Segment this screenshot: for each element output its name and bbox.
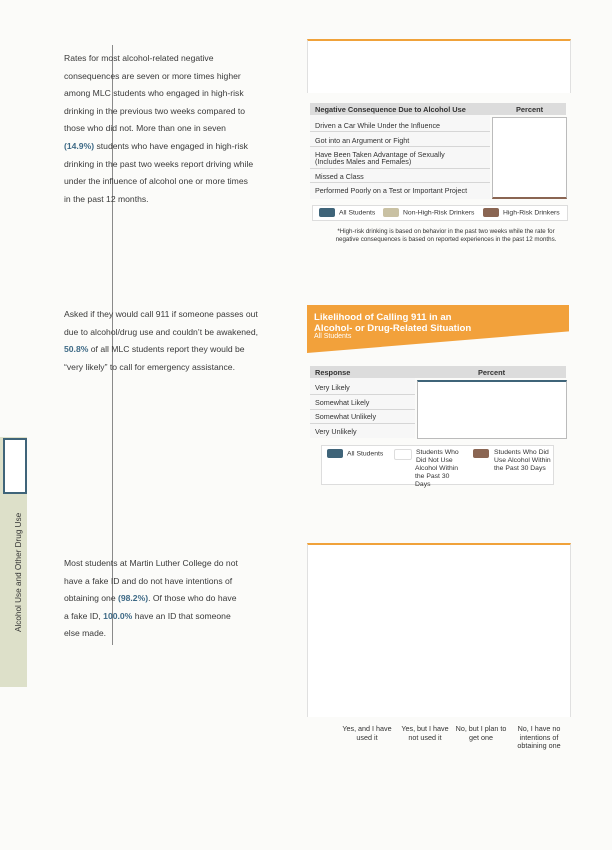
consequence-header-percent: Percent xyxy=(516,105,544,114)
legend-text: Non-High-Risk Drinkers xyxy=(403,209,475,217)
legend-did-not-use xyxy=(394,449,464,489)
s3-line: have a fake ID and do not have intentions of xyxy=(64,575,233,586)
highlight-98-2: (98.2%) xyxy=(118,593,149,604)
row-divider xyxy=(310,409,415,410)
legend-swatch xyxy=(483,208,499,217)
s1-line: under the influence of alcohol one or more times xyxy=(64,176,248,187)
call-bar-area xyxy=(417,380,567,439)
row-very-likely: Very Likely xyxy=(315,383,350,392)
highlight-50-8: 50.8% xyxy=(64,344,89,355)
s3-line: else made. xyxy=(64,628,107,639)
call-911-title xyxy=(314,312,471,334)
legend-all-students xyxy=(327,449,383,458)
s2-line: due to alcohol/drug use and couldn’t be awakened, xyxy=(64,326,258,337)
row-somewhat-unlikely: Somewhat Unlikely xyxy=(315,412,377,421)
section2-paragraph xyxy=(64,306,258,376)
row-divider xyxy=(310,131,490,132)
consequence-footnote xyxy=(316,228,576,243)
label-yes-not-used: Yes, but I have not used it xyxy=(401,724,449,742)
s1-line: those who did not. More than one in seven xyxy=(64,123,226,134)
s1-line xyxy=(64,138,253,156)
call-911-table-header xyxy=(310,366,566,378)
consequence-table-header xyxy=(310,103,566,115)
s3-text: a fake ID, xyxy=(64,610,101,621)
s3-text: have an ID that someone xyxy=(134,610,231,621)
row-divider xyxy=(310,182,490,183)
row-sexual: Have Been Taken Advantage of Sexually xyxy=(315,150,445,159)
s3-line xyxy=(64,590,238,608)
legend-did-use xyxy=(473,449,551,473)
s2-line: “very likely” to call for emergency assistance. xyxy=(64,361,235,372)
row-divider xyxy=(310,394,415,395)
s3-text: obtaining one xyxy=(64,593,116,604)
legend-swatch xyxy=(383,208,399,217)
s1-text: students who have engaged in high-risk xyxy=(96,140,248,151)
consequence-legend xyxy=(312,205,568,221)
legend-text: Students Who Did Not Use Alcohol Within the Past 30 Days xyxy=(415,449,459,488)
fake-id-chart-box xyxy=(307,543,571,717)
legend-swatch xyxy=(327,449,343,458)
row-divider xyxy=(310,168,490,169)
row-sexual-note: (Includes Males and Females) xyxy=(315,157,412,166)
s3-line: Most students at Martin Luther College do not xyxy=(64,558,238,568)
s1-line: among MLC students who engaged in high-risk xyxy=(64,88,244,99)
consequence-bar-area xyxy=(492,117,567,199)
s1-line: drinking in the past two weeks report driving while xyxy=(64,158,254,169)
legend-all xyxy=(319,208,375,217)
footnote-line: *High-risk drinking is based on behavior in the past two weeks while the rate for xyxy=(337,228,555,235)
label-no-intentions: No, I have no intentions of obtaining one xyxy=(517,724,561,750)
s1-line: in the past 12 months. xyxy=(64,193,149,204)
row-very-unlikely: Very Unlikely xyxy=(315,427,357,436)
section1-paragraph xyxy=(64,50,253,208)
banner-title-line: Likelihood of Calling 911 in an xyxy=(314,312,452,323)
highlight-100: 100.0% xyxy=(103,610,133,621)
legend-swatch xyxy=(319,208,335,217)
consequence-chart-header-box xyxy=(307,39,571,93)
label-yes-used: Yes, and I have used it xyxy=(342,724,392,742)
legend-swatch xyxy=(394,449,412,460)
row-argument: Got into an Argument or Fight xyxy=(315,136,410,145)
call-911-subtitle: All Students xyxy=(314,333,352,340)
section3-paragraph xyxy=(64,555,238,643)
row-divider xyxy=(310,423,415,424)
legend-text: All Students xyxy=(347,450,384,458)
row-performed-poorly: Performed Poorly on a Test or Important Project xyxy=(315,186,468,195)
legend-swatch xyxy=(473,449,489,458)
s1-line: Rates for most alcohol-related negative xyxy=(64,53,214,63)
s3-text: . Of those who do have xyxy=(148,593,237,604)
call-legend xyxy=(321,445,554,488)
legend-high-risk xyxy=(483,208,560,217)
footnote-line: negative consequences is based on reported experiences in the past 12 months. xyxy=(335,235,557,243)
s1-line: consequences are seven or more times higher xyxy=(64,70,241,81)
side-tab-marker xyxy=(3,438,27,494)
row-somewhat-likely: Somewhat Likely xyxy=(315,398,370,407)
highlight-14-9: (14.9%) xyxy=(64,140,95,151)
legend-non-high-risk xyxy=(383,208,474,217)
legend-text: All Students xyxy=(339,209,376,217)
s2-text: of all MLC students report they would be xyxy=(90,344,245,355)
banner-title-line: Alcohol- or Drug-Related Situation xyxy=(314,323,472,334)
row-divider xyxy=(310,146,490,147)
s1-line: drinking in the previous two weeks compared to xyxy=(64,105,246,116)
legend-text: High-Risk Drinkers xyxy=(503,209,560,217)
s3-line xyxy=(64,608,238,626)
row-missed-class: Missed a Class xyxy=(315,172,364,181)
side-tab-label: Alcohol Use and Other Drug Use xyxy=(14,512,23,632)
row-driven-car: Driven a Car While Under the Influence xyxy=(315,121,441,130)
s2-line: Asked if they would call 911 if someone passes out xyxy=(64,309,258,319)
call-header-label: Response xyxy=(315,368,351,377)
consequence-header-label: Negative Consequence Due to Alcohol Use xyxy=(315,105,466,114)
call-header-percent: Percent xyxy=(478,368,506,377)
s2-line xyxy=(64,341,258,359)
legend-text: Students Who Did Use Alcohol Within the Past 30 Days xyxy=(494,449,551,472)
label-no-plan: No, but I plan to get one xyxy=(455,724,507,742)
